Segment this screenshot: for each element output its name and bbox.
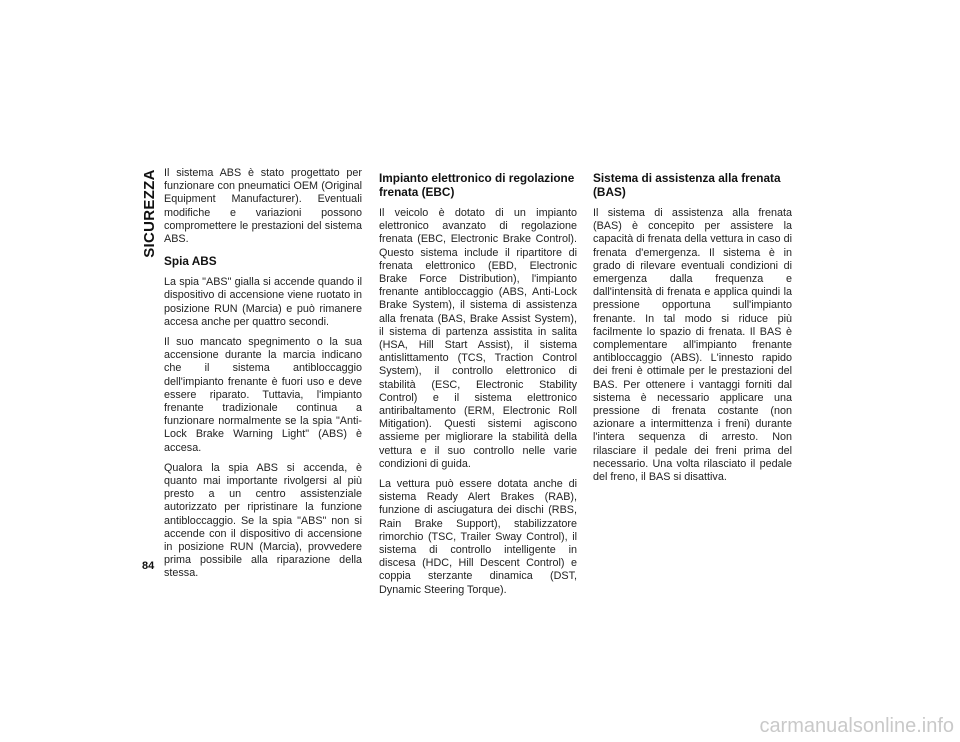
column-left bbox=[164, 167, 362, 588]
ebc-paragraph-2: La vettura può essere dotata anche di sistema Ready Alert Brakes (RAB), funzione di asciugatura dei dischi (RBS, Rain Brake Support), stabilizzatore rimorchio (TSC, Trailer Sway Control), il sistema di controllo intelligente in discesa (HDC, Hill Descent Control) e coppia sterzante dinamica (DST, Dynamic Steering Torque). bbox=[379, 478, 577, 596]
column-right bbox=[593, 167, 792, 491]
bas-paragraph-1: Il sistema di assistenza alla frenata (BAS) è concepito per assistere la capacità di frenata della vettura in caso di frenata d'emergenza. Il sistema è in grado di rilevare eventuali condizioni di emergenza dalla frequenza e dall'intensità di frenata e applica quindi la pressione opportuna sull'impianto frenante. In tal modo si riduce più facilmente lo spazio di frenata. Il BAS è complementare all'impianto frenante antibloccaggio (ABS). L'innesto rapido dei freni è ottimale per le prestazioni del BAS. Per ottenere i vantaggi forniti dal sistema è necessario applicare una pressione di frenata costante (non azionare a intermittenza i freni) durante l'intera sequenza di arresto. Non rilasciare il pedale dei freni prima del necessario. Una volta rilasciato il pedale del freno, il BAS si disattiva. bbox=[593, 207, 792, 484]
ebc-heading: Impianto elettronico di regolazione frenata (EBC) bbox=[379, 171, 575, 199]
page-number: 84 bbox=[142, 560, 155, 572]
intro-paragraph: Il sistema ABS è stato progettato per funzionare con pneumatici OEM (Original Equipment Manufacturer). Eventuali modifiche e variazioni possono compromettere le prestazioni del sistema ABS. bbox=[164, 167, 362, 246]
abs-warning-heading: Spia ABS bbox=[164, 254, 217, 269]
abs-paragraph-3: Qualora la spia ABS si accenda, è quanto mai importante rivolgersi al più presto a un centro assistenziale autorizzato per ripristinare la funzione antibloccaggio. Se la spia "ABS" non si accende con il dispositivo di accensione in posizione RUN (Marcia), provvedere prima possibile alla riparazione della stessa. bbox=[164, 461, 362, 580]
column-middle bbox=[379, 167, 577, 604]
abs-paragraph-1: La spia "ABS" gialla si accende quando il dispositivo di accensione viene ruotato in posizione RUN (Marcia) e può rimanere accesa anche per quattro secondi. bbox=[164, 276, 362, 328]
watermark: carmanualsonline.info bbox=[759, 715, 954, 737]
ebc-paragraph-1: Il veicolo è dotato di un impianto elettronico avanzato di regolazione frenata (EBC, Electronic Brake Control). Questo sistema include il ripartitore di frenata elettronico (EBD, Electronic Brake Force Distribution), l'impianto frenante antibloccaggio (ABS, Anti-Lock Brake System), il sistema di assistenza alla frenata (BAS, Brake Assist System), il sistema di partenza assistita in salita (HSA, Hill Start Assist), il sistema antislittamento (TCS, Traction Control System), il controllo elettronico di stabilità (ESC, Electronic Stability Control) e il sistema elettronico antiribaltamento (ERM, Electronic Roll Mitigation). Questi sistemi agiscono assieme per migliorare la stabilità della vettura e il suo controllo nelle varie condizioni di guida. bbox=[379, 207, 577, 470]
abs-paragraph-2: Il suo mancato spegnimento o la sua accensione durante la marcia indicano che il sistema antibloccaggio dell'impianto frenante è fuori uso e deve essere riparato. Tuttavia, l'impianto frenante tradizionale continua a funzionare normalmente se la spia "Anti-Lock Brake Warning Light" (ABS) è accesa. bbox=[164, 336, 362, 454]
section-tab-label: SICUREZZA bbox=[140, 168, 158, 258]
bas-heading: Sistema di assistenza alla frenata (BAS) bbox=[593, 171, 781, 199]
section-tab bbox=[139, 168, 159, 258]
